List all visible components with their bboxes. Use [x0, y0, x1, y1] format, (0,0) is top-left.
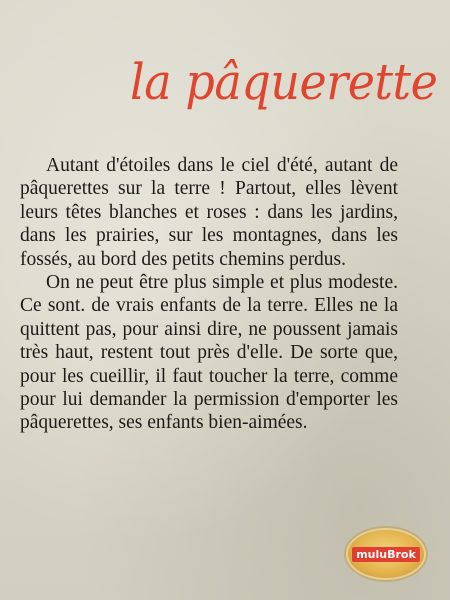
page-title: la pâquerette	[130, 53, 438, 111]
paragraph-2: On ne peut être plus simple et plus modeste. Ce sont. de vrais enfants de la terre. Elles ne la quittent pas, pour ainsi dire, ne poussent jamais très haut, restent tout près d'elle. De sorte que, pour les cueillir, il faut toucher la terre, comme pour lui demander la permission d'emporter les pâquerettes, ses enfants bien-aimées.	[20, 272, 398, 434]
body-text	[20, 154, 398, 435]
watermark-label: muluBrok	[356, 548, 416, 561]
watermark-logo	[348, 530, 424, 578]
paragraph-1: Autant d'étoiles dans le ciel d'été, autant de pâquerettes sur la terre ! Partout, elles lèvent leurs têtes blanches et roses : dans les jardins, dans les prairies, sur les montagnes, dans les fossés, au bord des petits chemins perdus.	[20, 155, 398, 270]
